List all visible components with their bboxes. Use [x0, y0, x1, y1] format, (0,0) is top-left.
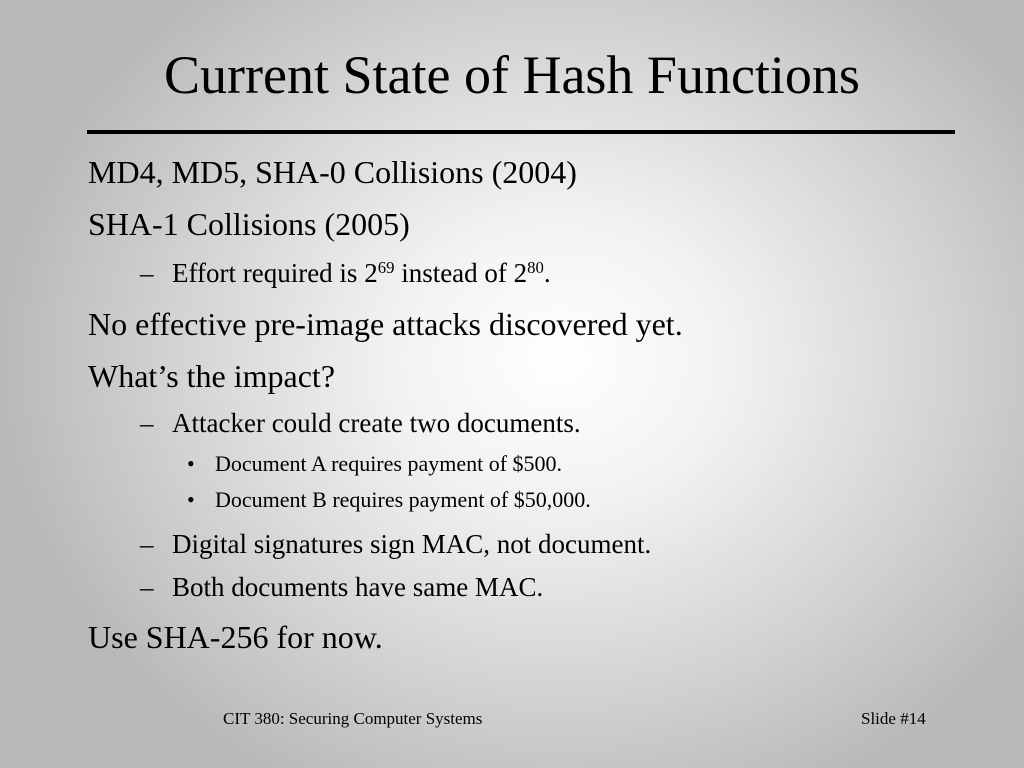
exponent-80: 80 — [527, 257, 544, 277]
bullet-dot: • — [187, 487, 195, 512]
sub-bullet-signatures — [140, 527, 651, 561]
bullet-preimage: No effective pre-image attacks discovered yet. — [88, 306, 683, 342]
sub-sub-bullet-document-b — [187, 486, 591, 514]
exponent-69: 69 — [377, 257, 395, 277]
bullet-md4-md5-sha0: MD4, MD5, SHA-0 Collisions (2004) — [88, 154, 577, 190]
dash-marker: – — [140, 529, 154, 559]
dash-marker: – — [140, 572, 154, 602]
sub-sub-bullet-text: Document A requires payment of $500. — [215, 451, 563, 476]
bullet-impact: What’s the impact? — [88, 358, 336, 394]
effort-suffix: . — [543, 258, 551, 288]
footer-course: CIT 380: Securing Computer Systems — [223, 709, 483, 728]
dash-marker: – — [140, 408, 154, 438]
bullet-dot: • — [187, 451, 195, 476]
sub-sub-bullet-text: Document B requires payment of $50,000. — [215, 487, 591, 512]
effort-middle: instead of 2 — [394, 258, 528, 288]
sub-bullet-text: Attacker could create two documents. — [172, 408, 581, 438]
footer-slide-number: Slide #14 — [861, 709, 926, 728]
slide-title: Current State of Hash Functions — [164, 45, 860, 105]
bullet-sha1: SHA-1 Collisions (2005) — [88, 206, 410, 242]
effort-prefix: Effort required is 2 — [172, 258, 378, 288]
dash-marker: – — [140, 258, 154, 288]
sub-bullet-same-mac — [140, 570, 543, 604]
sub-bullet-text: Digital signatures sign MAC, not document. — [172, 529, 652, 559]
sub-sub-bullet-document-a — [187, 450, 562, 478]
sub-bullet-effort — [140, 256, 551, 290]
sub-bullet-text: Both documents have same MAC. — [172, 572, 544, 602]
sub-bullet-two-documents — [140, 406, 581, 440]
bullet-use-sha256: Use SHA-256 for now. — [88, 619, 383, 655]
